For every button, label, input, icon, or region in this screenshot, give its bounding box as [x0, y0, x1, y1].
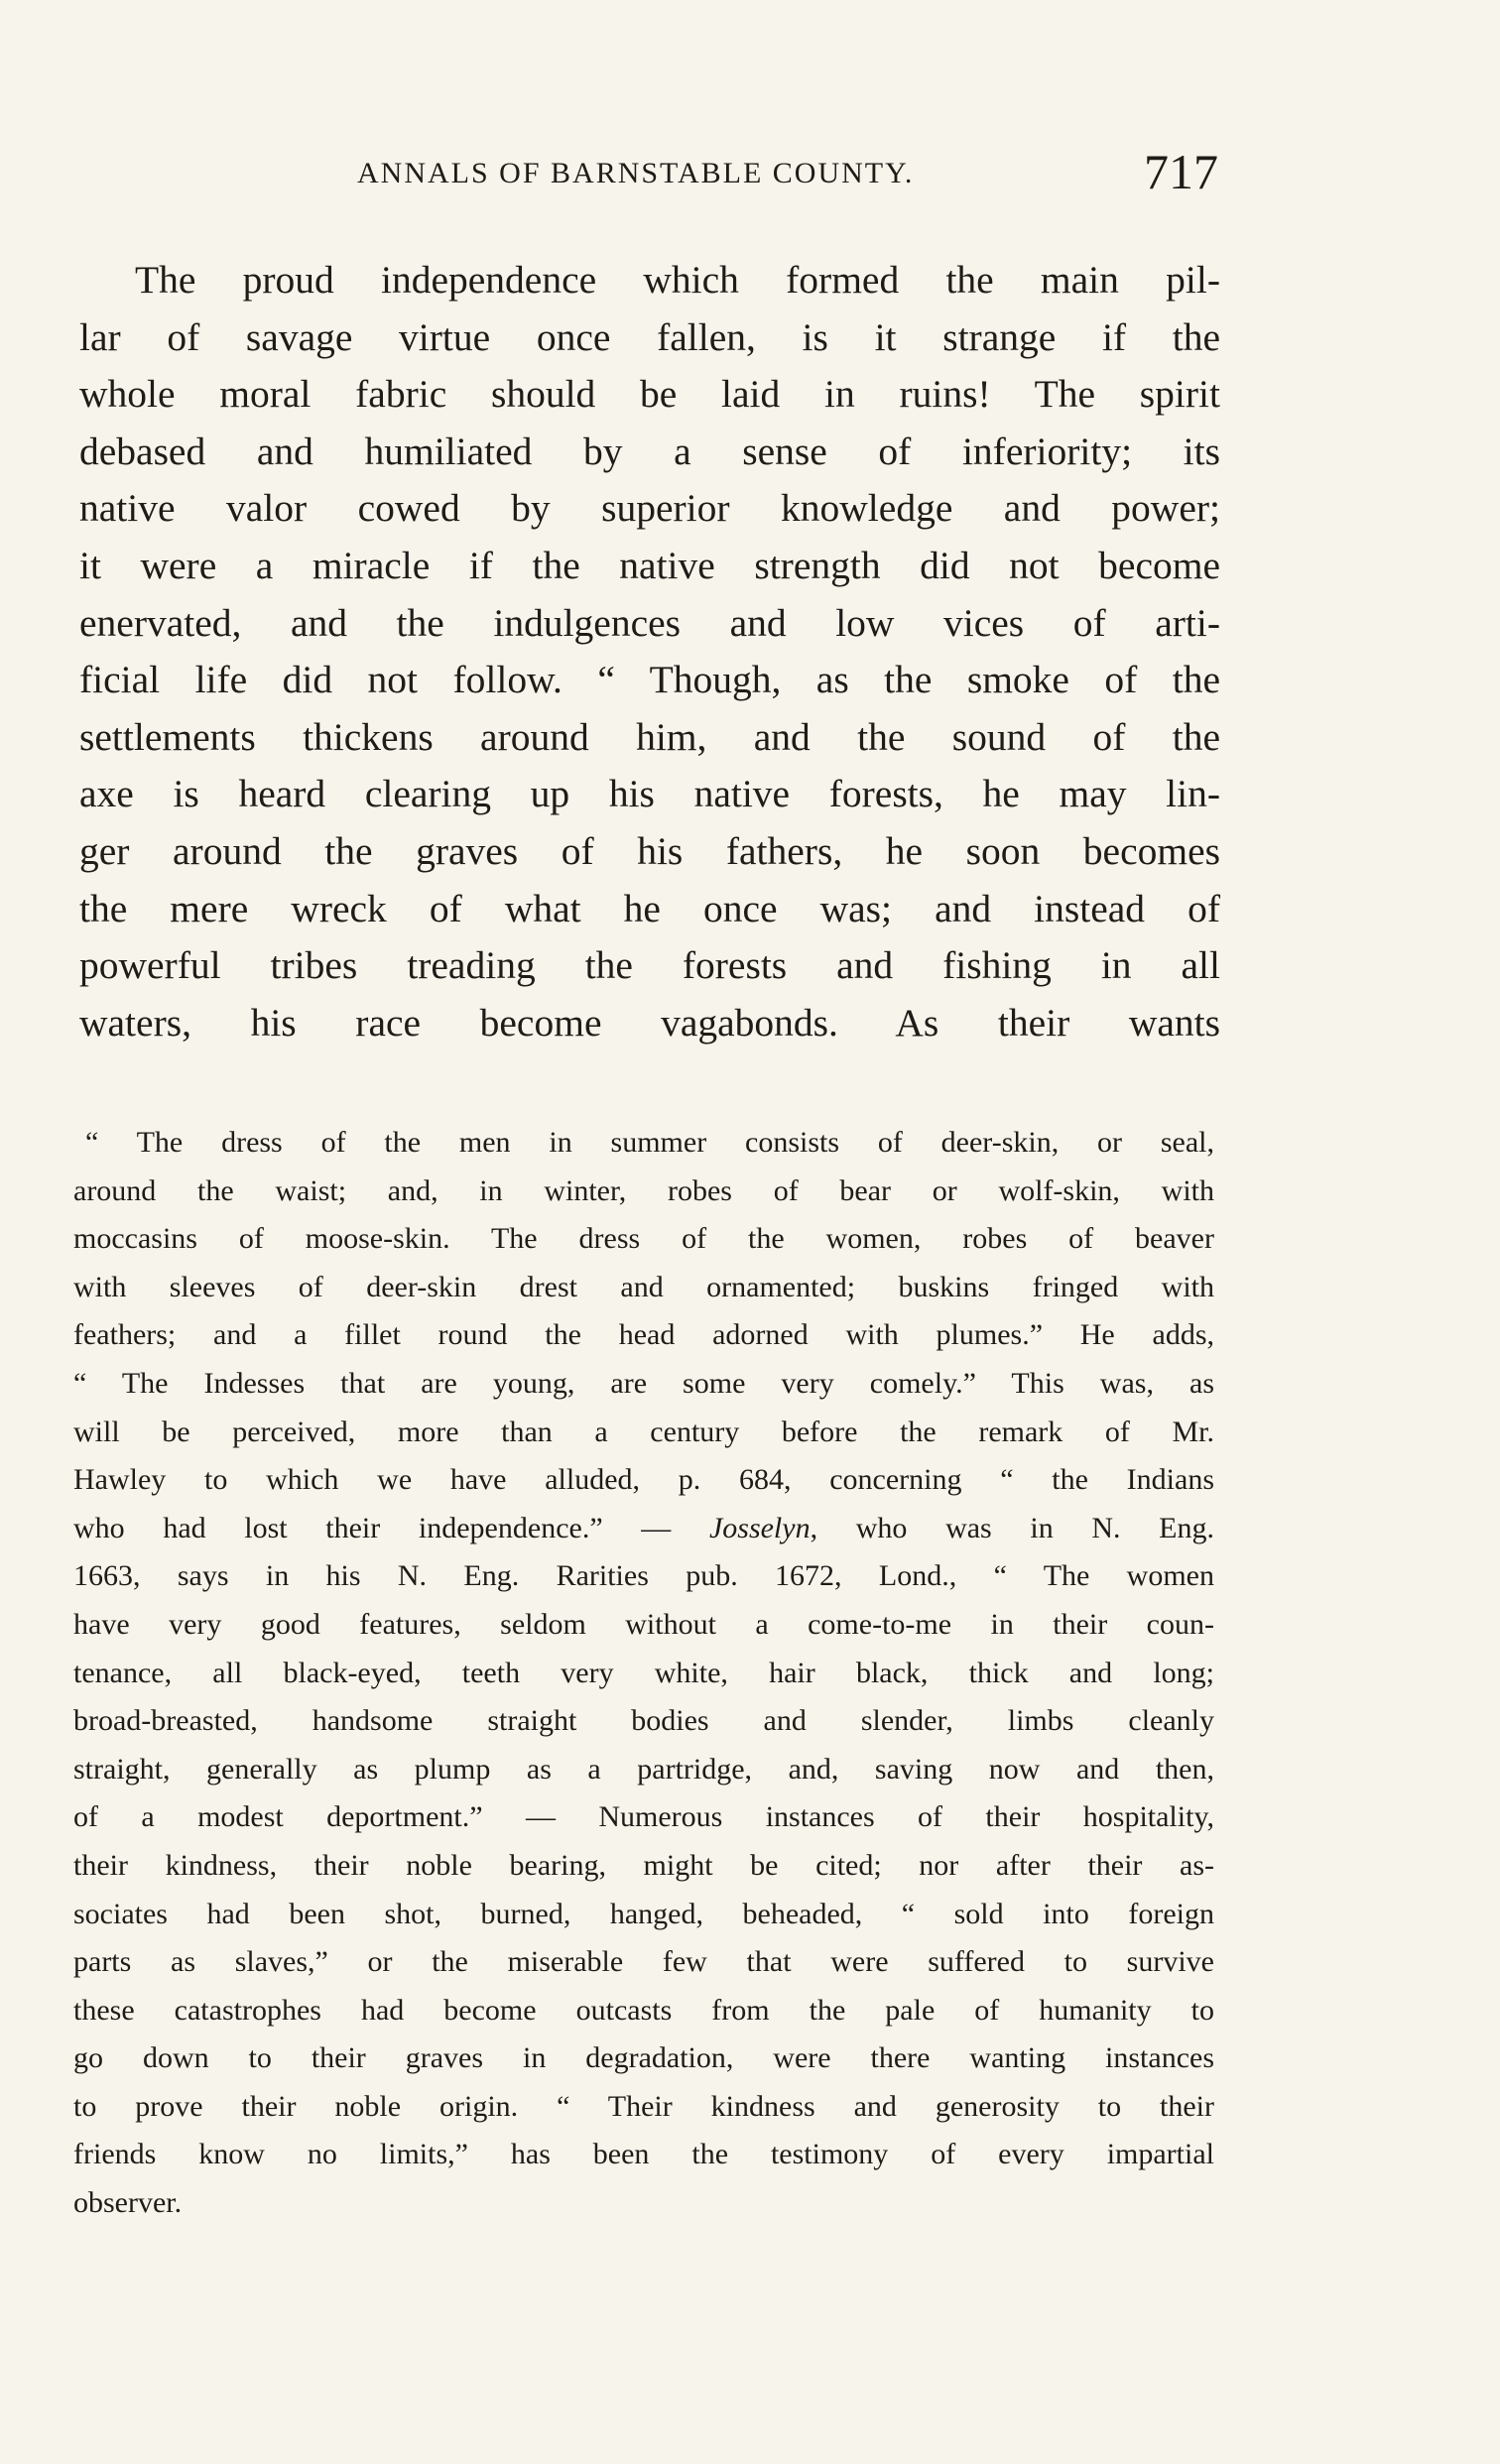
footnote-line: sociates had been shot, burned, hanged, beheaded, “ sold into foreign — [73, 1897, 1214, 1930]
footnote-line: moccasins of moose-skin. The dress of the women, robes of beaver — [73, 1222, 1214, 1256]
footnote-line: broad-breasted, handsome straight bodies and slender, limbs cleanly — [73, 1704, 1214, 1738]
footnote-line: these catastrophes had become outcasts from the pale of humanity to — [73, 1993, 1214, 2027]
footnote-line: tenance, all black-eyed, teeth very white, hair black, thick and long; — [73, 1656, 1214, 1689]
footnote-line: friends know no limits,” has been the testimony of every impartial — [73, 2138, 1214, 2171]
body-paragraph — [79, 252, 1220, 1051]
footnote-line: with sleeves of deer-skin drest and ornamented; buskins fringed with — [73, 1270, 1214, 1303]
footnote-line: feathers; and a fillet round the head adorned with plumes.” He adds, — [73, 1318, 1214, 1352]
author-name: Josselyn — [708, 1511, 811, 1544]
footnote-line: Hawley to which we have alluded, p. 684, concerning “ the Indians — [73, 1463, 1214, 1497]
footnote-line: will be perceived, more than a century before the remark of Mr. — [73, 1415, 1214, 1448]
footnote-line: “ The dress of the men in summer consists of deer-skin, or seal, — [85, 1126, 1214, 1159]
body-line: settlements thickens around him, and the sound of the — [79, 714, 1220, 759]
footnote-line: go down to their graves in degradation, were there wanting instances — [73, 2041, 1214, 2075]
footnote-line: to prove their noble origin. “ Their kindness and generosity to their — [73, 2089, 1214, 2123]
footnote-line: “ The Indesses that are young, are some very comely.” This was, as — [73, 1366, 1214, 1400]
body-line: waters, his race become vagabonds. As their wants — [79, 1000, 1220, 1045]
body-line: The proud independence which formed the main pil- — [135, 258, 1220, 302]
body-line: enervated, and the indulgences and low vices of arti- — [79, 600, 1220, 645]
body-line: ficial life did not follow. “ Though, as the smoke of the — [79, 658, 1220, 702]
body-line: whole moral fabric should be laid in ruins! The spirit — [79, 372, 1220, 417]
running-head — [0, 144, 1500, 208]
page-number: 717 — [1144, 144, 1218, 199]
footnote-line: observer. — [73, 2186, 183, 2220]
footnote-line: of a modest deportment.” — Numerous instances of their hospitality, — [73, 1800, 1214, 1834]
body-line: lar of savage virtue once fallen, is it strange if the — [79, 314, 1220, 359]
running-title: ANNALS OF BARNSTABLE COUNTY. — [357, 157, 915, 189]
footnote — [73, 1119, 1214, 2228]
footnote-line: have very good features, seldom without a come-to-me in their coun- — [73, 1607, 1214, 1641]
footnote-line: straight, generally as plump as a partridge, and, saving now and then, — [73, 1752, 1214, 1786]
footnote-line: 1663, says in his N. Eng. Rarities pub. 1672, Lond., “ The women — [73, 1559, 1214, 1593]
body-line: it were a miracle if the native strength did not become — [79, 543, 1220, 587]
body-line: debased and humiliated by a sense of inferiority; its — [79, 429, 1220, 473]
body-line: axe is heard clearing up his native forests, he may lin- — [79, 772, 1220, 816]
body-line: ger around the graves of his fathers, he soon becomes — [79, 828, 1220, 873]
body-line: native valor cowed by superior knowledge and power; — [79, 486, 1220, 531]
footnote-line: parts as slaves,” or the miserable few that were suffered to survive — [73, 1945, 1214, 1979]
footnote-line: around the waist; and, in winter, robes of bear or wolf-skin, with — [73, 1173, 1214, 1207]
body-line: the mere wreck of what he once was; and instead of — [79, 886, 1220, 930]
body-line: powerful tribes treading the forests and fishing in all — [79, 943, 1220, 988]
footnote-line: who had lost their independence.” — Josselyn, who was in N. Eng. — [73, 1511, 1214, 1544]
footnote-line: their kindness, their noble bearing, might be cited; nor after their as- — [73, 1848, 1214, 1882]
